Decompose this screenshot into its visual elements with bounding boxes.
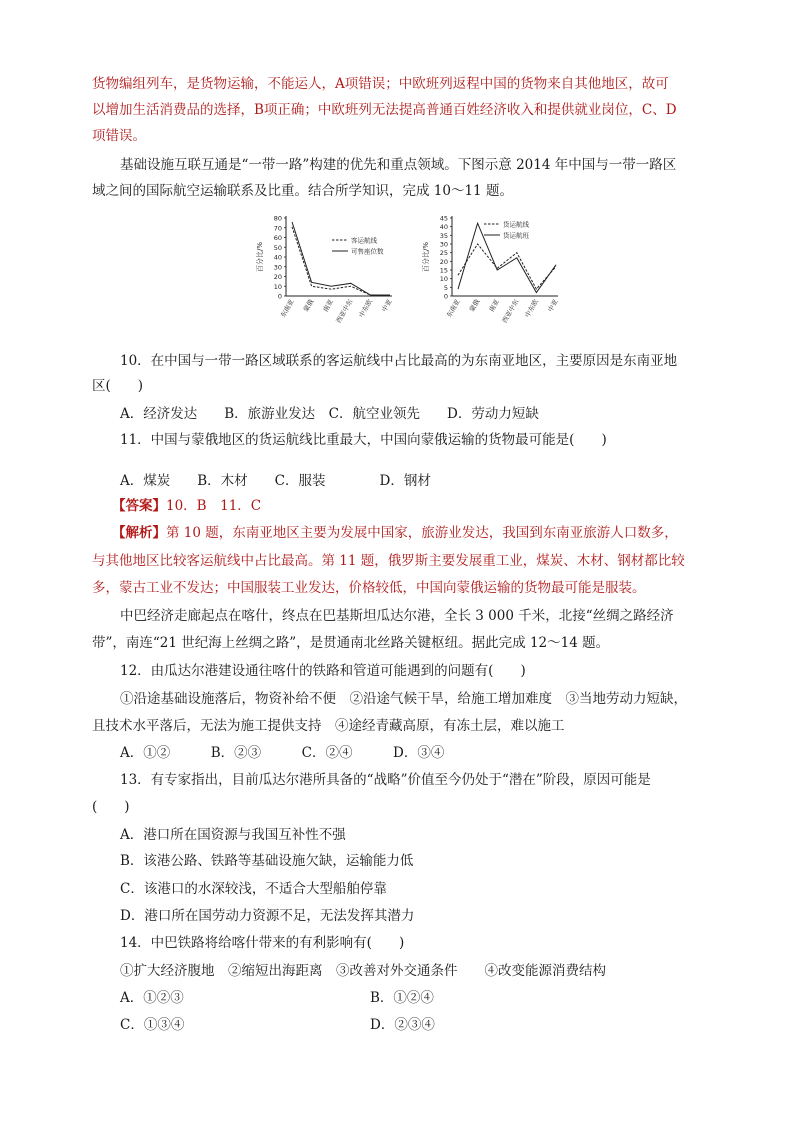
q12-options: A．①② B．②③ C．②④ D．③④ [120, 745, 445, 761]
x-tick-label: 中亚 [546, 298, 560, 314]
analysis-line-3: 多，蒙古工业不发达；中国服装工业发达，价格较低，中国向蒙俄运输的货物最可能是服装。 [92, 580, 646, 596]
y-tick-label: 20 [439, 257, 448, 266]
x-tick-label: 蒙俄 [467, 298, 482, 314]
x-tick-label: 中亚 [380, 298, 394, 314]
y-tick-label: 25 [439, 249, 448, 258]
y-tick-label: 80 [273, 214, 282, 223]
y-tick-label: 60 [273, 234, 282, 242]
y-tick-label: 10 [273, 282, 282, 291]
x-tick-label: 中东欧 [523, 298, 541, 319]
y-tick-label: 70 [273, 224, 282, 233]
intro-2-line-1: 中巴经济走廊起点在喀什，终点在巴基斯坦瓜达尔港，全长 3 000 千米，北接“丝绸之路经济 [120, 608, 674, 624]
y-tick-label: 30 [439, 240, 448, 249]
x-tick-label: 蒙俄 [301, 298, 316, 314]
y-tick-label: 10 [439, 275, 448, 284]
intro-1-line-2: 域之间的国际航空运输联系及比重。结合所学知识，完成 10～11 题。 [92, 183, 513, 199]
answer-text: 10．B 11．C [166, 498, 262, 514]
q10-options: A．经济发达 B．旅游业发达 C．航空业领先 D．劳动力短缺 [120, 406, 539, 422]
y-tick-label: 40 [273, 253, 282, 262]
q14-stem: 14．中巴铁路将给喀什带来的有利影响有( ) [120, 935, 405, 951]
intro-2-line-2: 带”，南连“21 世纪海上丝绸之路”，是贯通南北丝路关键枢纽。据此完成 12～14 题。 [92, 635, 610, 651]
intro-1-line-1: 基础设施互联互通是“一带一路”构建的优先和重点领域。下图示意 2014 年中国与一带一路区 [120, 157, 677, 173]
y-tick-label: 20 [273, 273, 282, 281]
q12-item-line-1: ①沿途基础设施落后，物资补给不便 ②沿途气候干旱，给施工增加难度 ③当地劳动力短缺， [120, 691, 687, 707]
q14-option-b: B．①②④ [370, 990, 434, 1006]
q13-option-a: A．港口所在国资源与我国互补性不强 [120, 827, 346, 843]
x-tick-label: 西亚中东 [500, 298, 521, 325]
series-line-0 [458, 244, 556, 289]
analysis-line-2: 与其他地区比较客运航线中占比最高。第 11 题，俄罗斯主要发展重工业，煤炭、木材、钢材都比较 [92, 553, 685, 569]
q13-option-d: D．港口所在国劳动力资源不足，无法发挥其潜力 [120, 908, 415, 924]
analysis-line-1 [112, 523, 678, 543]
legend-label: 货运航线 [503, 220, 529, 229]
q14-items: ①扩大经济腹地 ②缩短出海距离 ③改善对外交通条件 ④改变能源消费结构 [120, 963, 606, 979]
q14-option-d: D．②③④ [370, 1017, 435, 1033]
series-line-1 [292, 222, 390, 295]
y-tick-label: 15 [439, 266, 448, 275]
legend-label: 可售座位数 [351, 247, 384, 256]
explanation-line-1: 货物编组列车，是货物运输，不能运人，A项错误；中欧班列返程中国的货物来自其他地区，故可 [92, 76, 669, 92]
chart-passenger-svg [252, 210, 402, 330]
analysis-text-1: 第 10 题，东南亚地区主要为发展中国家，旅游业发达，我国到东南亚旅游人口数多， [166, 525, 678, 541]
q11-options: A．煤炭 B．木材 C．服装 D．钢材 [120, 473, 431, 489]
q10-stem-line-2: 区( ) [92, 378, 144, 394]
x-tick-label: 东南亚 [445, 298, 462, 319]
q13-option-b: B．该港公路、铁路等基础设施欠缺，运输能力低 [120, 853, 414, 869]
chart-cargo-svg [418, 210, 568, 330]
y-tick-label: 5 [443, 283, 448, 292]
q14-option-c: C．①③④ [120, 1017, 185, 1033]
q12-stem: 12．由瓜达尔港建设通往喀什的铁路和管道可能遇到的问题有( ) [120, 663, 526, 679]
chart-cargo [418, 210, 568, 330]
q10-stem-line-1: 10．在中国与一带一路区域联系的客运航线中占比最高的为东南亚地区，主要原因是东南亚地 [120, 353, 678, 369]
analysis-label: 【解析】 [112, 525, 166, 541]
q11-stem: 11．中国与蒙俄地区的货运航线比重最大，中国向蒙俄运输的货物最可能是( ) [120, 432, 607, 448]
y-tick-label: 35 [439, 231, 448, 240]
x-tick-label: 南亚 [487, 298, 501, 314]
y-tick-label: 0 [443, 292, 448, 301]
q14-option-a: A．①②③ [120, 990, 184, 1006]
q12-item-line-2: 且技术水平落后，无法为施工提供支持 ④途经青藏高原，有冻土层，难以施工 [92, 718, 565, 734]
y-tick-label: 40 [439, 223, 448, 232]
answer-label: 【答案】 [112, 498, 166, 514]
x-tick-label: 中东欧 [357, 298, 375, 319]
y-axis-label: 百分比/% [256, 241, 264, 273]
q13-option-c: C．该港口的水深较浅，不适合大型船舶停靠 [120, 881, 387, 897]
y-tick-label: 0 [277, 292, 282, 301]
explanation-line-2: 以增加生活消费品的选择，B项正确；中欧班列无法提高普通百姓经济收入和提供就业岗位，C、D [92, 102, 677, 118]
explanation-line-3: 项错误。 [92, 128, 146, 144]
legend-label: 货运航班 [503, 231, 529, 240]
x-tick-label: 西亚中东 [334, 298, 355, 325]
y-axis-label: 百分比/% [422, 241, 430, 273]
y-tick-label: 50 [273, 243, 282, 252]
chart-passenger [252, 210, 402, 330]
x-tick-label: 东南亚 [279, 298, 296, 319]
y-tick-label: 45 [439, 214, 448, 223]
y-tick-label: 30 [273, 263, 282, 272]
q13-stem-line-1: 13．有专家指出，目前瓜达尔港所具备的“战略”价值至今仍处于“潜在”阶段，原因可能是 [120, 772, 651, 788]
q13-stem-line-2: ( ) [92, 799, 130, 815]
x-tick-label: 南亚 [321, 298, 335, 314]
legend-label: 客运航线 [351, 236, 377, 245]
answer-line [112, 496, 261, 516]
